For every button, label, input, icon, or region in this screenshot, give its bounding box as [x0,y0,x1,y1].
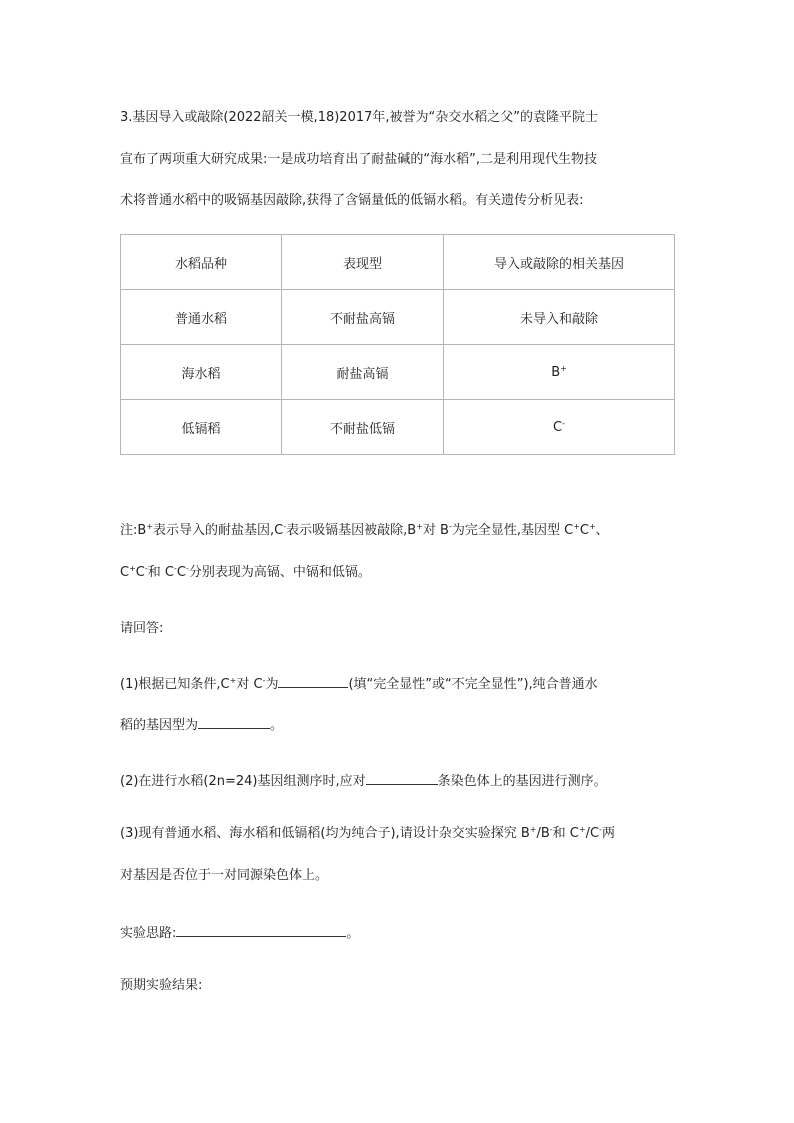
table-cell: C- [444,400,675,455]
note-line-1: 注:B+表示导入的耐盐基因,C-表示吸镉基因被敲除,B+对 B-为完全显性,基因型 C+C+、 [120,522,609,538]
table-cell: 普通水稻 [121,290,282,345]
q1-line-2 [120,714,283,736]
experiment-idea-end: 。 [346,926,360,941]
table-cell: 未导入和敲除 [444,290,675,345]
q2-blank[interactable] [366,770,438,785]
question-line-1: 3.基因导入或敲除(2022韶关一模,18)2017年,被誉为“杂交水稻之父”的袁隆平院士 [120,110,598,125]
q1-text-b: (填“完全显性”或“不完全显性”),纯合普通水 [348,677,598,692]
experiment-idea-blank[interactable] [176,922,346,937]
experiment-idea-label: 实验思路: [120,926,177,941]
q3-line-1: (3)现有普通水稻、海水稻和低镉稻(均为纯合子),请设计杂交实验探究 B+/B-和 C+/C-两 [120,825,615,841]
q1-blank-2[interactable] [198,714,270,729]
q2-text-b: 条染色体上的基因进行测序。 [437,774,607,789]
question-line-2: 宣布了两项重大研究成果:一是成功培育出了耐盐碱的“海水稻”,二是利用现代生物技 [120,152,597,167]
table-cell: 低镉稻 [121,400,282,455]
table-header: 导入或敲除的相关基因 [444,235,675,290]
q1-text-c: 稻的基因型为 [120,718,199,733]
note-line-2: C+C-和 C-C-分别表现为高镉、中镉和低镉。 [120,564,371,580]
table-row [121,400,675,455]
genetics-table [120,234,675,455]
q2-text-a: (2)在进行水稻(2n=24)基因组测序时,应对 [120,774,366,789]
q1-line-1 [120,673,598,695]
table-row [121,290,675,345]
table-header: 水稻品种 [121,235,282,290]
answer-prompt: 请回答: [120,621,164,636]
table-cell: 海水稻 [121,345,282,400]
q1-text-a: (1)根据已知条件,C+对 C-为 [120,676,279,692]
question-line-3: 术将普通水稻中的吸镉基因敲除,获得了含镉量低的低镉水稻。有关遗传分析见表: [120,193,584,208]
q3-line-2: 对基因是否位于一对同源染色体上。 [120,868,329,883]
q1-text-d: 。 [270,718,284,733]
table-cell: B+ [444,345,675,400]
table-row [121,345,675,400]
table-header-row [121,235,675,290]
table-cell: 不耐盐低镉 [282,400,444,455]
table-cell: 不耐盐高镉 [282,290,444,345]
table-header: 表现型 [282,235,444,290]
experiment-idea-line [120,922,359,944]
q2-line [120,770,607,792]
q1-blank-1[interactable] [278,673,348,688]
table-cell: 耐盐高镉 [282,345,444,400]
expected-results-label: 预期实验结果: [120,978,203,993]
